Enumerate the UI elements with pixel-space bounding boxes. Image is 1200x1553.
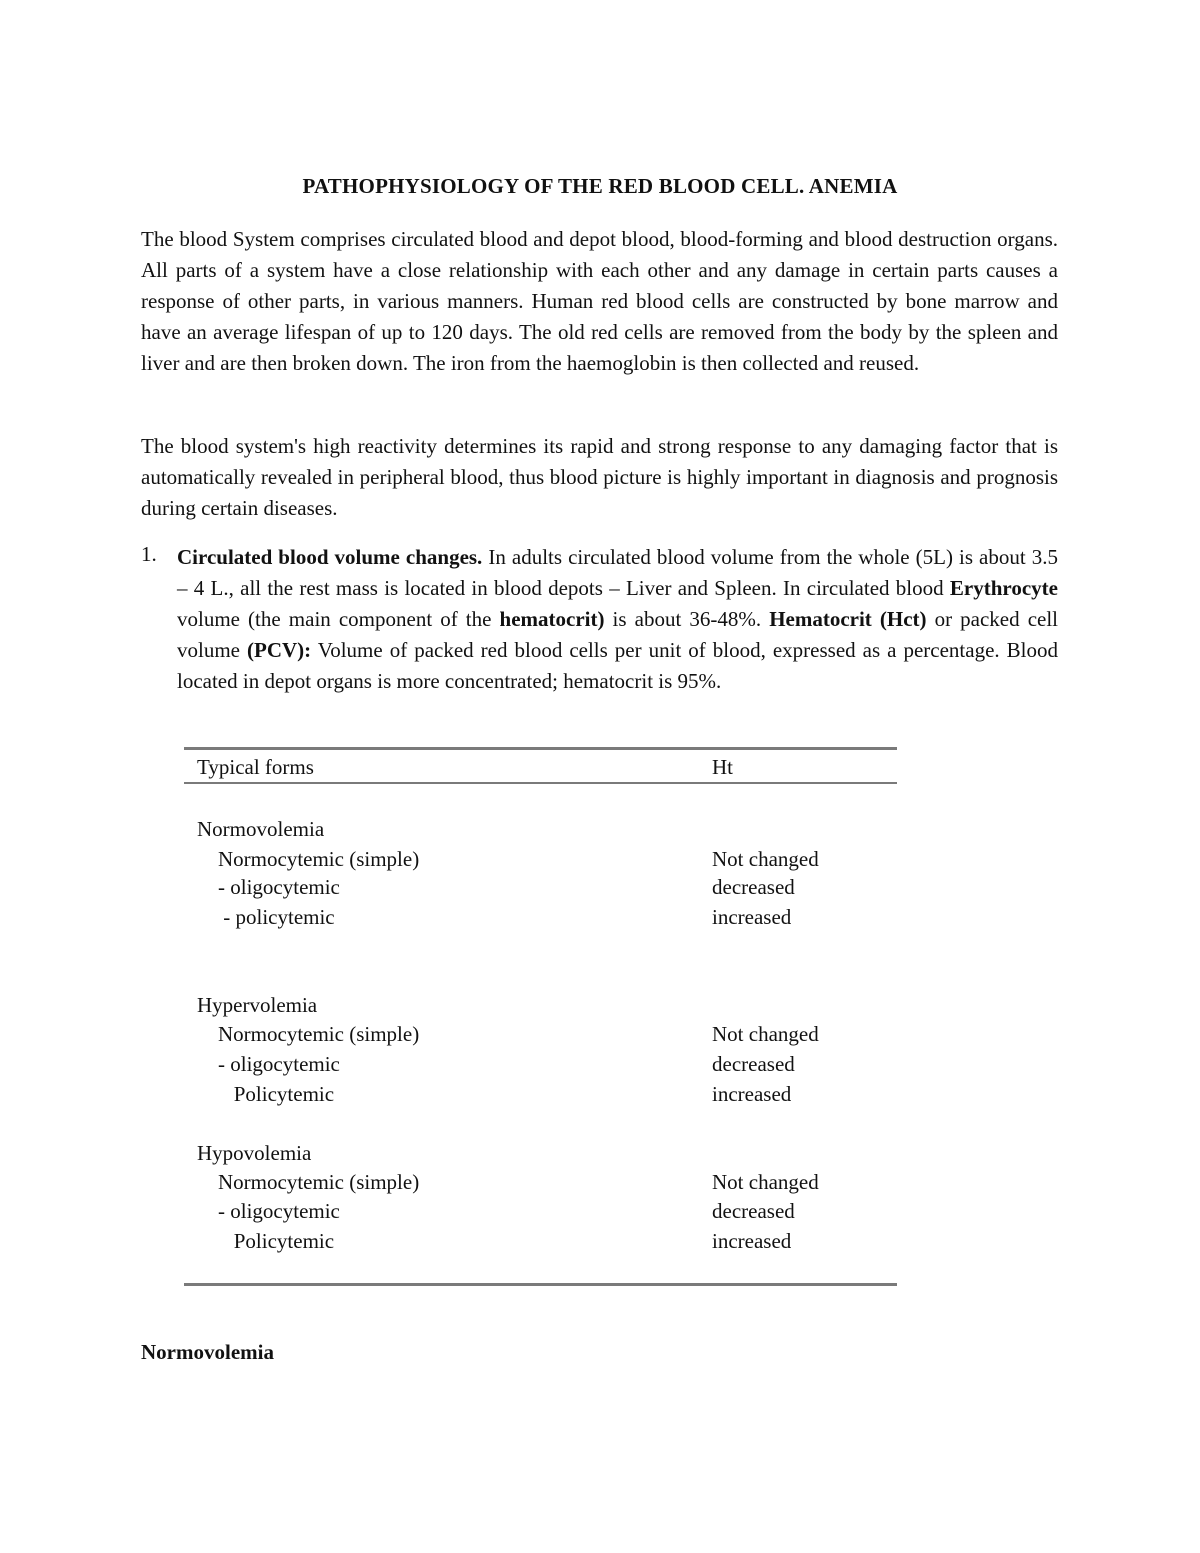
list-item-body [177, 542, 1058, 697]
table-cell-ht: Not changed [712, 1170, 819, 1194]
list-text-e: Volume of packed red blood cells per unit of blood, expressed as a percentage. Blood located in depot organs is more concentrated; hematocrit is 95%. [177, 638, 1058, 693]
table-cell-form: Hypovolemia [197, 1141, 312, 1165]
table-row [184, 1170, 897, 1200]
table-cell-ht: increased [712, 1082, 792, 1106]
list-item-number: 1. [141, 542, 157, 566]
table-row [184, 993, 897, 1023]
table-cell-ht: decreased [712, 875, 795, 899]
table-cell-form: Normocytemic (simple) [197, 847, 420, 871]
section-heading-normovolemia: Normovolemia [141, 1340, 274, 1364]
reactivity-paragraph: The blood system's high reactivity determines its rapid and strong response to any damaging factor that is automatically revealed in peripheral blood, thus blood picture is highly important in diagnosis and prognosis during certain diseases. [141, 434, 1058, 520]
table-row [184, 905, 897, 935]
table-top-rule [184, 747, 897, 750]
intro-paragraph: The blood System comprises circulated blood and depot blood, blood-forming and blood destruction organs. All parts of a system have a close relationship with each other and any damage in certain parts causes a response of other parts, in various manners. Human red blood cells are constructed by bone marrow and have an average lifespan of up to 120 days. The old red cells are removed from the body by the spleen and liver and are then broken down. The iron from the haemoglobin is then collected and reused. [141, 227, 1058, 375]
table-cell-ht: Not changed [712, 1022, 819, 1046]
table-cell-form: Normocytemic (simple) [197, 1022, 420, 1046]
table-row [184, 1199, 897, 1229]
table-cell-form: - oligocytemic [197, 1052, 340, 1076]
table-row [184, 1052, 897, 1082]
table-cell-ht: increased [712, 1229, 792, 1253]
table-row [184, 847, 897, 877]
list-item-lead: Circulated blood volume changes. [177, 545, 483, 569]
table-row [184, 1082, 897, 1112]
table-row [184, 1141, 897, 1171]
table-cell-form: Hypervolemia [197, 993, 318, 1017]
list-text-d: or packed cell volume [177, 607, 1058, 662]
table-cell-ht: decreased [712, 1199, 795, 1223]
bold-hct: Hematocrit (Hct) [769, 607, 927, 631]
table-cell-form: Policytemic [197, 1082, 335, 1106]
table-cell-form: Normocytemic (simple) [197, 1170, 420, 1194]
table-cell-form: - policytemic [197, 905, 335, 929]
list-text-a: In adults circulated blood volume from the whole (5L) is about 3.5 – 4 L., all the rest mass is located in blood depots – Liver and Spleen. In circulated blood [177, 545, 1058, 600]
table-header-ht: Ht [712, 755, 733, 779]
document-title: PATHOPHYSIOLOGY OF THE RED BLOOD CELL. ANEMIA [302, 174, 898, 198]
table-cell-form: Normovolemia [197, 817, 325, 841]
table-row [184, 817, 897, 847]
bold-erythrocyte: Erythrocyte [949, 576, 1058, 600]
table-cell-form: - oligocytemic [197, 875, 340, 899]
table-row [184, 1022, 897, 1052]
table-header-forms: Typical forms [197, 755, 314, 779]
bold-pcv: (PCV): [247, 638, 312, 662]
table-cell-ht: Not changed [712, 847, 819, 871]
table-header-rule [184, 782, 897, 784]
table-cell-ht: decreased [712, 1052, 795, 1076]
table-cell-form: Policytemic [197, 1229, 335, 1253]
list-text-b: volume (the main component of the [177, 607, 500, 631]
table-row [184, 1229, 897, 1259]
bold-hematocrit: hematocrit) [499, 607, 605, 631]
table-cell-ht: increased [712, 905, 792, 929]
table-bottom-rule [184, 1283, 897, 1286]
table-cell-form: - oligocytemic [197, 1199, 340, 1223]
list-text-c: is about 36-48%. [604, 607, 770, 631]
table-row [184, 875, 897, 905]
